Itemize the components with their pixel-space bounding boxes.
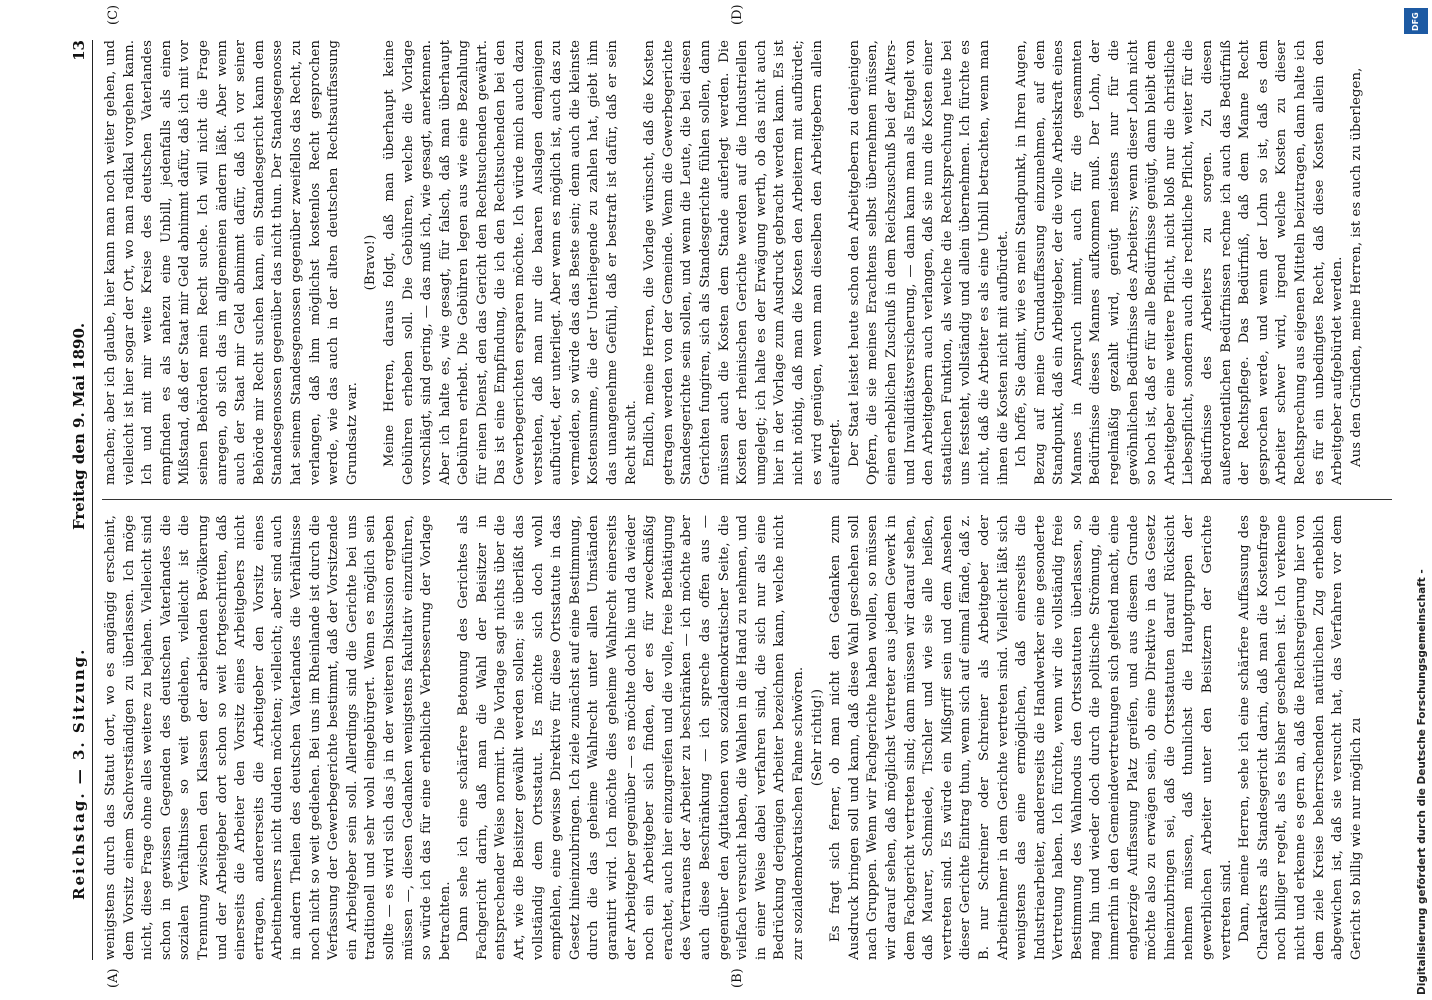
right-column [102, 40, 1392, 485]
right-interjection: (Bravo!) [363, 234, 379, 291]
right-paragraph-4: Endlich, meine Herren, die Vorlage wünscht, daß die Kosten getragen werden von der Gemeinde. Wenn die Gewerbegerichte Standesgerichte sein sollen, und wenn die Leute, die bei diesen Gerichten fungiren, sich als Standesgerichte fühlen sollen, dann müssen auch die Kosten dem Stande auferlegt werden. Die Kosten der rheinischen Gerichte werden auf die Industriellen umgelegt; ich halte es der Erwägung werth, ob das nicht auch hier in der Vorlage zum Ausdruck gebracht werden kann. Es ist nicht nöthig, daß man die Kosten den Arbeitern mit aufbürdet; es wird genügen, wenn man dieselben den Arbeitgebern allein auferlegt. [642, 40, 844, 485]
dfg-logo-text: DFG [1411, 12, 1420, 31]
column-divider [102, 499, 1392, 500]
margin-mark-d: (D) [730, 4, 745, 25]
margin-mark-b: (B) [730, 968, 745, 988]
page-number: 13 [70, 40, 88, 61]
dfg-credit-text: Digitalisierung gefördert durch die Deutsche Forschungsgemeinschaft - [1416, 569, 1428, 995]
running-head-date: Freitag den 9. Mai 1890. [70, 322, 88, 530]
left-column [102, 515, 1392, 960]
running-head-left: Reichstag. — 3. Sitzung. [70, 647, 88, 900]
left-interjection: (Sehr richtig!) [809, 688, 825, 787]
right-paragraph-5: Der Staat leistet heute schon den Arbeitgebern zu denjenigen Opfern, die sie meines Erachtens selbst übernehmen müssen, einen erheblichen Zuschuß in dem Reichszuschuß bei der Alters- und Invaliditätsversicherung, — dann kann man als Entgelt von den Arbeitgebern auch verlangen, daß sie nun die Kosten einer staatlichen Funktion, als welche die Rechtsprechung heute bei uns feststeht, vollständig und allein übernehmen. Ich fürchte es nicht, daß die Arbeiter es als eine Unbill betrachten, wenn man ihnen die Kosten nicht mit aufbürdet. [846, 40, 1011, 485]
margin-mark-a: (A) [106, 968, 121, 988]
margin-mark-c: (C) [106, 4, 121, 25]
left-paragraph-2: Dann sehe ich eine schärfere Betonung des Gerichtes als Fachgericht darin, daß man die Wahl der Beisitzer in entsprechender Weise normirt. Die Vorlage sagt nichts über die Art, wie die Beisitzer gewählt werden sollen; sie überläßt das vollständig dem Ortsstatut. Es möchte sich doch wohl empfehlen, eine gewisse Direktive für diese Ortsstatute in das Gesetz hineinzubringen. Ich ziele zunächst auf eine Bestimmung, durch die das geheime Wahlrecht unter allen Umständen garantirt wird. Ich möchte dies geheime Wahlrecht einerseits der Arbeitgeber gegenüber — es möchte doch hie und da wieder noch ein Arbeitgeber sich finden, der es für zweckmäßig erachtet, auch hier einzugreifen und die volle, freie Bethätigung des Vertrauens der Arbeiter zu beschränken — ich möchte aber auch diese Beschränkung — ich spreche das offen aus — gegenüber den Agitationen von sozialdemokratischer Seite, die vielfach versucht haben, die Wahlen in die Hand zu nehmen, und in einer Weise dabei verfahren sind, die sich nur als eine Bedrückung derjenigen Arbeiter bezeichnen kann, welche nicht zur sozialdemokratischen Fahne schwören. [456, 515, 806, 960]
left-paragraph-1: wenigstens durch das Statut dort, wo es angängig erscheint, dem Vorsitz einem Sachverständigen zu überlassen. Ich möge nicht, diese Frage ohne alles weitere zu bejahen. Vielleicht sind schon in gewissen Gegenden des deutschen Vaterlandes die sozialen Verhältnisse so weit gediehen, vielleicht ist die Trennung zwischen den Klassen der arbeitenden Bevölkerung und der Arbeitgeber dort schon so weit fortgeschritten, daß einerseits die Arbeiter den Vorsitz eines Arbeitgebers nicht ertragen, andererseits die Arbeitgeber den Vorsitz eines Arbeitnehmers nicht dulden möchten; vielleicht; aber sind auch in andern Theilen des deutschen Vaterlandes die Verhältnisse noch nicht so weit gediehen. Bei uns im Rheinlande ist durch die Verfassung der Gewerbegerichte bestimmt, daß der Vorsitzende ein Arbeitgeber sein soll. Allerdings sind die Gerichte bei uns traditionell und sehr wohl eingebürgert. Wenn es möglich sein sollte — es wird sich das ja in der weiteren Diskussion ergeben müssen —, diesen Gedanken wenigstens fakultativ einzuführen, so würde ich das für eine erhebliche Verbesserung der Vorlage betrachten. [103, 515, 453, 960]
dfg-logo [1404, 8, 1428, 34]
right-paragraph-6: Ich hoffe, Sie damit, wie es mein Standpunkt, in Ihren Augen, Bezug auf meine Grundauffassung einzunehmen, auf dem Standpunkt, daß ein Arbeitgeber, der die volle Arbeitskraft eines Mannes in Anspruch nimmt, auch für die gesammten Bedürfnisse dieses Mannes aufkommen muß. Der Lohn, der regelmäßig gezahlt wird, genügt meistens nur für die gewöhnlichen Bedürfnisse des Arbeiters; wenn dieser Lohn nicht so hoch ist, daß er für alle Bedürfnisse genügt, dann bleibt dem Arbeitgeber eine weitere Pflicht, nicht bloß nur die christliche Liebespflicht, sondern auch die rechtliche Pflicht, weiter für die Bedürfnisse des Arbeiters zu sorgen. Zu diesen außerordentlichen Bedürfnissen rechne ich auch das Bedürfniß der Rechtspflege. Das Bedürfniß, daß dem Manne Recht gesprochen werde, und wenn der Lohn so ist, daß es dem Arbeiter schwer wird, irgend welche Kosten zu dieser Rechtsprechung aus eigenen Mitteln beizutragen, dann halte ich es für ein unbedingtes Recht, daß diese Kosten allein den Arbeitgeber aufgebürdet werden. [1014, 40, 1346, 485]
rotated-page [50, 0, 1430, 1000]
page-content [50, 0, 1430, 1000]
right-paragraph-7: Aus den Gründen, meine Herren, ist es auch zu überlegen, [1348, 67, 1364, 467]
running-head [68, 40, 93, 960]
left-paragraph-4: Es fragt sich ferner, ob man nicht den Gedanken zum Ausdruck bringen soll und kann, daß diese Wahl geschehen soll nach Gruppen. Wenn wir Fachgerichte haben wollen, so müssen wir darauf sehen, daß möglichst Vertreter aus jedem Gewerk in dem Fachgericht vertreten sind; dann müssen wir darauf sehen, daß Maurer, Schmiede, Tischler und wie sie alle heißen, vertreten sind. Es würde ein Mißgriff sein und dem Ansehen dieser Gerichte Eintrag thun, wenn sich auf einmal fände, daß z. B. nur Schreiner oder Schreiner als Arbeitgeber oder Arbeitnehmer in dem Gerichte vertreten sind. Vielleicht läßt sich wenigstens das eine ermöglichen, daß einerseits die Industriearbeiter, andererseits die Handwerker eine gesonderte Vertretung haben. Ich fürchte, wenn wir die vollständig freie Bestimmung des Wahlmodus den Ortsstatuten überlassen, so mag hin und wieder doch durch die politische Strömung, die immerhin in den Gemeindevertretungen sich geltend macht, eine engherzige Auffassung Platz greifen, und aus diesem Grunde möchte also zu erwägen sein, ob eine Direktive in das Gesetz hineinzubringen sei, daß die Ortsstatuten darauf Rücksicht nehmen müssen, daß thunlichst die Hauptgruppen der gewerblichen Arbeiter unter den Beisitzern der Gerichte vertreten sind. [828, 515, 1234, 960]
right-paragraph-3: Meine Herren, daraus folgt, daß man überhaupt keine Gebühren erheben soll. Die Gebühren, welche die Vorlage vorschlägt, sind gering, — das muß ich, wie gesagt, anerkennen. Aber ich halte es, wie gesagt, für falsch, daß man überhaupt Gebühren erhebt. Die Gebühren legen aus wie eine Bezahlung für einen Dienst, den das Gericht den Rechtsuchenden gewährt. Das ist eine Empfindung, die ich den Rechtsuchenden bei den Gewerbegerichten ersparen möchte. Ich würde mich auch dazu verstehen, daß man nur die baaren Auslagen demjenigen aufbürdet, der unterliegt. Aber wenn es möglich ist, auch das zu vermeiden, so würde das das Beste sein; denn auch die kleinste Kostensumme, die der Unterliegende zu zahlen hat, giebt ihm das unangenehme Gefühl, daß er bestraft ist dafür, daß er sein Recht sucht. [381, 40, 639, 485]
left-paragraph-5: Dann, meine Herren, sehe ich eine schärfere Auffassung des Charakters als Standesgericht darin, daß man die Kostenfrage noch billiger regelt, als es bisher geschehen ist. Ich verkenne nicht und erkenne es gern an, daß die Reichsregierung hier von dem ziele Kreise beherrschenden natürlichen Zug erheblich abgewichen ist, daß sie versucht hat, das Verfahren vor dem Gericht so billig wie nur möglich zu [1237, 515, 1364, 960]
right-paragraph-1: machen; aber ich glaube, hier kann man noch weiter gehen, und vielleicht ist hier sogar der Ort, wo man radikal vorgehen kann. Ich und mit mir weite Kreise des deutschen Vaterlandes empfinden es als nahezu eine Unbill, jedenfalls als einen Mißstand, daß der Staat mir Geld abnimmt dafür, daß ich mit vor seinen Behörden mein Recht suche. Ich will nicht die Frage anregen, ob sich das im allgemeinen ändern läßt. Aber wenn auch der Staat mir Geld abnimmt dafür, daß ich vor seiner Behörde mir Recht suchen kann, ein Standesgericht kann dem Standesgenossen gegenüber das nicht thun. Der Standesgenosse hat seinem Standesgenossen gegenüber zweifellos das Recht, zu verlangen, daß ihm möglichst kostenlos Recht gesprochen werde, wie das auch in der alten deutschen Rechtsauffassung Grundsatz war. [103, 40, 360, 485]
